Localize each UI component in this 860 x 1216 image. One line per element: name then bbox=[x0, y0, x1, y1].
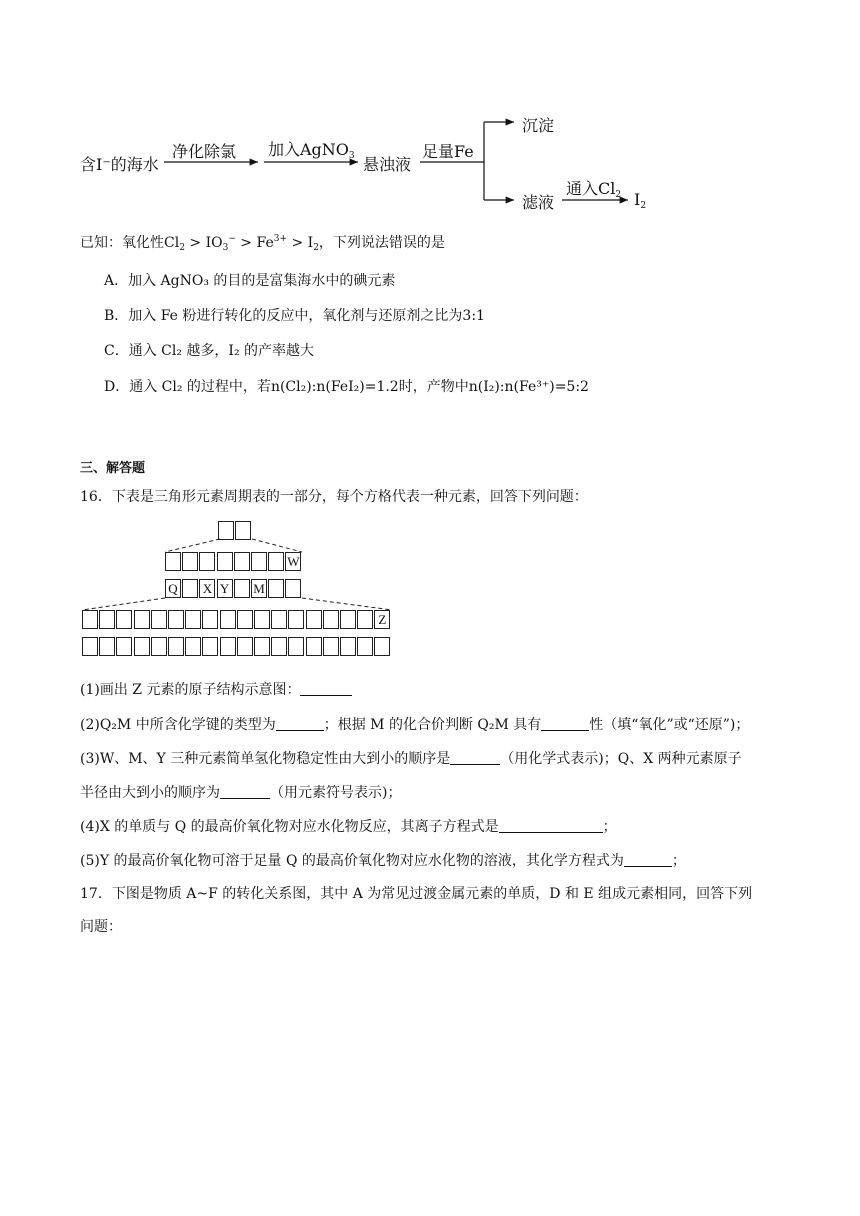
q15-known-condition: 已知：氧化性$Cl_2 > IO_3^- > Fe^{3+} > I_2$，下列说法错误的是 bbox=[80, 234, 445, 253]
element-cell bbox=[268, 579, 284, 598]
q16-stem: 16．下表是三角形元素周期表的一部分，每个方格代表一种元素，回答下列问题： bbox=[80, 489, 588, 505]
element-cell bbox=[82, 610, 98, 629]
answer-blank[interactable] bbox=[450, 750, 500, 765]
answer-blank[interactable] bbox=[220, 784, 270, 799]
q16-part3-line1: (3)W、M、Y 三种元素简单氢化物稳定性由大到小的顺序是 （用化学式表示)；Q、X 两种元素原子 bbox=[80, 751, 742, 767]
element-cell bbox=[116, 637, 132, 656]
element-cell bbox=[285, 579, 301, 598]
element-cell bbox=[202, 610, 218, 629]
section-title: 三、解答题 bbox=[80, 461, 146, 476]
element-cell bbox=[182, 552, 198, 571]
element-cell bbox=[168, 637, 184, 656]
flow-suspension: 悬浊液 bbox=[363, 155, 412, 174]
element-cell bbox=[134, 637, 150, 656]
answer-blank[interactable] bbox=[541, 716, 589, 731]
q15-option-c: C．通入 Cl₂ 越多，I₂ 的产率越大 bbox=[104, 343, 315, 359]
element-cell bbox=[151, 610, 167, 629]
element-cell-w: W bbox=[287, 554, 300, 569]
element-cell bbox=[340, 637, 356, 656]
element-cell bbox=[234, 552, 250, 571]
flow-step-agno3: 加入AgNO$_3$ bbox=[268, 140, 355, 161]
element-cell bbox=[134, 610, 150, 629]
element-cell bbox=[306, 637, 322, 656]
element-cell-z: Z bbox=[374, 610, 390, 629]
flow-start: 含I⁻的海水 bbox=[80, 155, 159, 174]
element-cell bbox=[220, 637, 236, 656]
element-cell bbox=[168, 610, 184, 629]
q15-option-d: D．通入 Cl₂ 的过程中，若n(Cl₂):n(FeI₂)=1.2时，产物中n(I₂):n(Fe³⁺)=5:2 bbox=[104, 379, 589, 395]
element-cell bbox=[151, 637, 167, 656]
element-cell bbox=[340, 610, 356, 629]
element-cell bbox=[220, 610, 236, 629]
q17-stem-line2: 问题： bbox=[80, 919, 122, 935]
element-cell bbox=[182, 579, 198, 598]
element-cell bbox=[99, 610, 115, 629]
element-cell bbox=[202, 637, 218, 656]
flow-step-purify: 净化除氯 bbox=[172, 142, 237, 161]
element-cell bbox=[165, 552, 181, 571]
element-cell bbox=[288, 637, 304, 656]
element-cell-y: Y bbox=[217, 579, 233, 598]
element-cell bbox=[271, 637, 287, 656]
element-cell bbox=[357, 610, 373, 629]
element-cell bbox=[217, 552, 233, 571]
q16-part4: (4)X 的单质与 Q 的最高价氧化物对应水化物反应，其离子方程式是 ； bbox=[80, 819, 617, 835]
element-cell bbox=[254, 637, 270, 656]
answer-blank[interactable] bbox=[499, 818, 603, 833]
element-cell-q: Q bbox=[165, 579, 181, 598]
element-cell bbox=[357, 637, 373, 656]
q15-option-a: A．加入 AgNO₃ 的目的是富集海水中的碘元素 bbox=[104, 273, 396, 289]
element-cell bbox=[237, 637, 253, 656]
element-cell bbox=[254, 610, 270, 629]
element-cell-x: X bbox=[199, 579, 215, 598]
q16-part2: (2)Q₂M 中所含化学键的类型为 ；根据 M 的化合价判断 Q₂M 具有 性（填“氧化”或“还原”)； bbox=[80, 717, 750, 733]
q15-option-b: B．加入 Fe 粉进行转化的反应中，氧化剂与还原剂之比为3:1 bbox=[104, 308, 485, 324]
element-cell bbox=[116, 610, 132, 629]
answer-blank[interactable] bbox=[624, 852, 672, 867]
flow-step-cl2: 通入$Cl_2$ bbox=[566, 179, 622, 200]
flow-step-fe: 足量Fe bbox=[422, 142, 474, 161]
element-cell bbox=[288, 610, 304, 629]
element-cell bbox=[199, 552, 215, 571]
element-cell bbox=[218, 521, 234, 540]
answer-blank[interactable] bbox=[276, 716, 324, 731]
element-cell bbox=[237, 610, 253, 629]
element-cell bbox=[82, 637, 98, 656]
element-cell bbox=[323, 610, 339, 629]
element-cell bbox=[185, 610, 201, 629]
flow-precipitate: 沉淀 bbox=[522, 116, 555, 135]
element-cell bbox=[99, 637, 115, 656]
element-cell bbox=[268, 552, 284, 571]
element-cell bbox=[185, 637, 201, 656]
element-cell bbox=[323, 637, 339, 656]
element-cell bbox=[271, 610, 287, 629]
element-cell bbox=[235, 521, 251, 540]
answer-blank[interactable] bbox=[300, 681, 352, 696]
q16-part5: (5)Y 的最高价氧化物可溶于足量 Q 的最高价氧化物对应水化物的溶液，其化学方程式为 ； bbox=[80, 853, 686, 869]
element-cell-m: M bbox=[251, 579, 267, 598]
q16-part3-line2: 半径由大到小的顺序为 （用元素符号表示)； bbox=[80, 785, 402, 801]
element-cell bbox=[251, 552, 267, 571]
q16-part1: (1)画出 Z 元素的原子结构示意图： bbox=[80, 679, 352, 699]
element-cell bbox=[374, 637, 390, 656]
q17-stem-line1: 17．下图是物质 A~F 的转化关系图，其中 A 为常见过渡金属元素的单质，D 和 E 组成元素相同，回答下列 bbox=[80, 886, 753, 902]
flow-filtrate: 滤液 bbox=[522, 193, 555, 212]
element-cell bbox=[234, 579, 250, 598]
element-cell bbox=[306, 610, 322, 629]
flow-iodine: $I_2$ bbox=[634, 190, 647, 211]
